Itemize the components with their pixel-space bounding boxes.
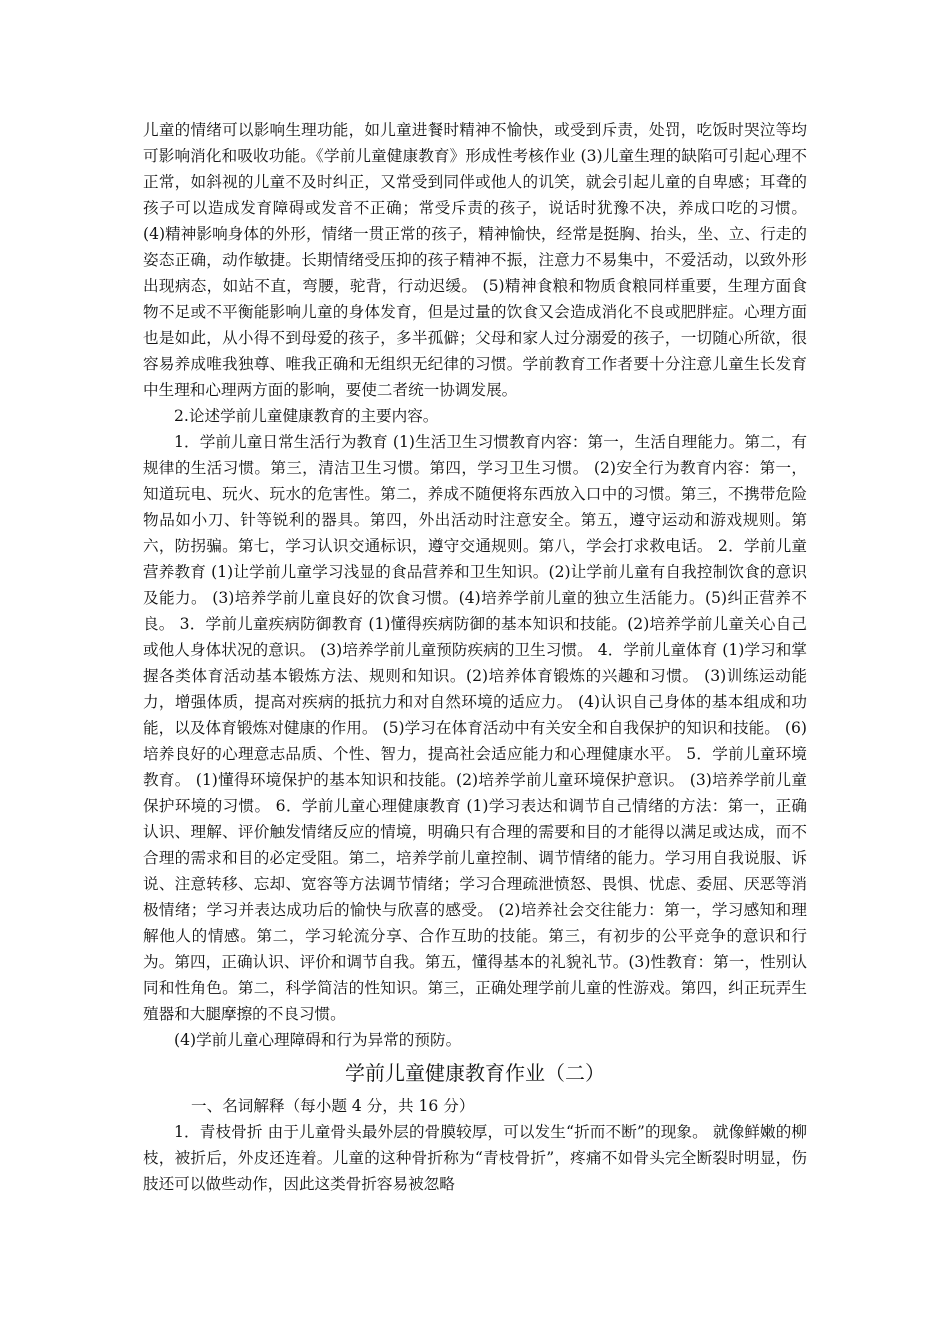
question-2: 2.论述学前儿童健康教育的主要内容。 xyxy=(174,407,439,425)
section-title-terms: 一、名词解释（每小题 4 分，共 16 分） xyxy=(191,1097,475,1115)
paragraph-body-1: 儿童的情绪可以影响生理功能，如儿童进餐时精神不愉快，或受到斥责，处罚，吃饭时哭泣等均可影响消化和吸收功能。《学前儿童健康教育》形成性考核作业 (3)儿童生理的缺陷可引起心理不正常，如斜视的儿童不及时纠正，又常受到同伴或他人的讥笑，就会引起儿童的自卑感；耳聋的孩子可以造成发育障碍或发音不正确；常受斥责的孩子，说话时犹豫不决，养成口吃的习惯。 (4)精神影响身体的外形，情绪一贯正常的孩子，精神愉快，经常是挺胸、抬头，坐、立、行走的姿态正确，动作敏捷。长期情绪受压抑的孩子精神不振，注意力不易集中，不爱活动，以致外形出现病态，如站不直，弯腰，驼背，行动迟缓。 (5)精神食粮和物质食粮同样重要，生理方面食物不足或不平衡能影响儿童的身体发育，但是过量的饮食又会造成消化不良或肥胖症。心理方面也是如此，从小得不到母爱的孩子，多半孤僻；父母和家人过分溺爱的孩子，一切随心所欲，很容易养成唯我独尊、唯我正确和无组织无纪律的习惯。学前教育工作者要十分注意儿童生长发育中生理和心理两方面的影响，要使二者统一协调发展。 xyxy=(143,121,807,399)
assignment-heading: 学前儿童健康教育作业（二） xyxy=(345,1061,605,1085)
paragraph-term-1: 1．青枝骨折 由于儿童骨头最外层的骨膜较厚，可以发生“折而不断”的现象。 就像鲜嫩的柳枝，被折后，外皮还连着。儿童的这种骨折称为“青枝骨折”，疼痛不如骨头完全断裂时明显，伤肢还可以做些动作，因此这类骨折容易被忽略 xyxy=(143,1123,807,1193)
paragraph-answer-2: 1．学前儿童日常生活行为教育 (1)生活卫生习惯教育内容：第一，生活自理能力。第二，有规律的生活习惯。第三，清洁卫生习惯。第四，学习卫生习惯。 (2)安全行为教育内容：第一，知道玩电、玩火、玩水的危害性。第二，养成不随便将东西放入口中的习惯。第三，不携带危险物品如小刀、针等锐利的器具。第四，外出活动时注意安全。第五，遵守运动和游戏规则。第六，防拐骗。第七，学习认识交通标识，遵守交通规则。第八，学会打求救电话。 2．学前儿童营养教育 (1)让学前儿童学习浅显的食品营养和卫生知识。(2)让学前儿童有自我控制饮食的意识及能力。 (3)培养学前儿童良好的饮食习惯。(4)培养学前儿童的独立生活能力。(5)纠正营养不良。 3．学前儿童疾病防御教育 (1)懂得疾病防御的基本知识和技能。(2)培养学前儿童关心自己或他人身体状况的意识。 (3)培养学前儿童预防疾病的卫生习惯。 4．学前儿童体育 (1)学习和掌握各类体育活动基本锻炼方法、规则和知识。(2)培养体育锻炼的兴趣和习惯。 (3)训练运动能力，增强体质，提高对疾病的抵抗力和对自然环境的适应力。 (4)认识自己身体的基本组成和功能，以及体育锻炼对健康的作用。 (5)学习在体育活动中有关安全和自我保护的知识和技能。 (6)培养良好的心理意志品质、个性、智力，提高社会适应能力和心理健康水平。 5．学前儿童环境教育。 (1)懂得环境保护的基本知识和技能。(2)培养学前儿童环境保护意识。 (3)培养学前儿童保护环境的习惯。 6．学前儿童心理健康教育 (1)学习表达和调节自己情绪的方法：第一，正确认识、理解、评价触发情绪反应的情境，明确只有合理的需要和目的才能得以满足或达成，而不合理的需求和目的必定受阻。第二，培养学前儿童控制、调节情绪的能力。学习用自我说服、诉说、注意转移、忘却、宽容等方法调节情绪；学习合理疏泄愤怒、畏惧、忧虑、委屈、厌恶等消极情绪；学习并表达成功后的愉快与欣喜的感受。 (2)培养社会交往能力：第一，学习感知和理解他人的情感。第二，学习轮流分享、合作互助的技能。第三，有初步的公平竞争的意识和行为。第四，正确认识、评价和调节自我。第五，懂得基本的礼貌礼节。(3)性教育：第一，性别认同和性角色。第二，科学简洁的性知识。第三，正确处理学前儿童的性游戏。第四，纠正玩弄生殖器和大腿摩擦的不良习惯。 xyxy=(143,433,807,1023)
document-page xyxy=(143,117,807,1197)
paragraph-item-4: (4)学前儿童心理障碍和行为异常的预防。 xyxy=(174,1031,462,1049)
